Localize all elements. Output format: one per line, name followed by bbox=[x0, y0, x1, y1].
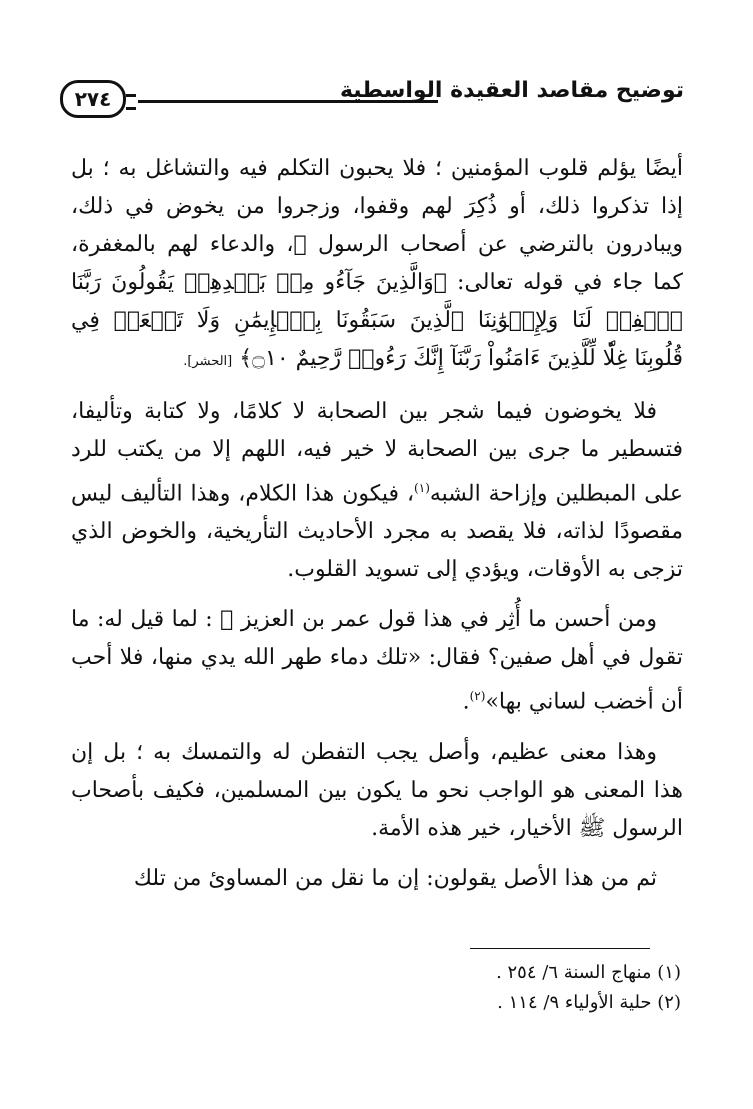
footnote-separator bbox=[470, 948, 650, 949]
header-rule bbox=[138, 100, 438, 103]
footnote-1: (١) منهاج السنة ٦/ ٢٥٤ . bbox=[496, 962, 681, 983]
page-header bbox=[60, 72, 688, 120]
book-title: توضيح مقاصد العقيدة الواسطية bbox=[339, 78, 684, 103]
paragraph-1 bbox=[71, 150, 683, 381]
paragraph-3-text: ومن أحسن ما أُثِر في هذا قول عمر بن العزيز ﷬ : لما قيل له: ما تقول في أهل صفين؟ فقال: «تلك دماء طهر الله يدي منها، فلا أحب أن أخضب لساني بها» bbox=[71, 607, 683, 715]
footnote-ref-2: (٢) bbox=[469, 689, 486, 704]
paragraph-2-text-end: ، فيكون هذا الكلام، وهذا التأليف ليس مقصودًا لذاته، فلا يقصد به مجرد الأحاديث التأريخية، والخوض الذي تزجى به الأوقات، ويؤدي إلى تسويد القلوب. bbox=[71, 481, 683, 583]
paragraph-1-text: أيضًا يؤلم قلوب المؤمنين ؛ فلا يحبون التكلم فيه والتشاغل به ؛ بل إذا تذكروا ذلك، أو ذُكِرَ لهم وقفوا، وزجروا من يخوض في ذلك، ويبادرون بالترضي عن أصحاب الرسول ﷺ، والدعاء لهم بالمغفرة، كما جاء في قوله تعالى: bbox=[71, 156, 684, 295]
paragraph-3 bbox=[71, 601, 683, 721]
footnote-ref-1: (١) bbox=[414, 481, 430, 495]
paragraph-5: ثم من هذا الأصل يقولون: إن ما نقل من المساوئ من تلك bbox=[133, 865, 657, 891]
paragraph-4: وهذا معنى عظيم، وأصل يجب التفطن له والتمسك به ؛ بل إن هذا المعنى هو الواجب نحو ما يكون بين المسلمين، فكيف بأصحاب الرسول ﷺ الأخيار، خير هذه الأمة. bbox=[71, 739, 683, 841]
footnotes bbox=[381, 958, 681, 1018]
verse-reference: [الحشر]. bbox=[183, 354, 233, 369]
paragraph-3-text-end: . bbox=[462, 689, 470, 715]
badge-ornament bbox=[126, 94, 136, 110]
footnote-2: (٢) حلية الأولياء ٩/ ١١٤ . bbox=[497, 992, 681, 1013]
quran-verse: ﴿وَالَّذِينَ جَآءُو مِنۢ بَعۡدِهِمۡ يَقُولُونَ رَبَّنَا ٱغۡفِرۡ لَنَا وَلِإِخۡوَٰنِنَا ٱلَّذِينَ سَبَقُونَا بِٱلۡإِيمَٰنِ وَلَا تَجۡعَلۡ فِي قُلُوبِنَا غِلّٗا لِّلَّذِينَ ءَامَنُواْ رَبَّنَآ إِنَّكَ رَءُوفٞ رَّحِيمٌ ۝١٠﴾ bbox=[71, 270, 683, 371]
paragraph-2-text: فلا يخوضون فيما شجر بين الصحابة لا كلامًا، ولا كتابة وتأليفا، فتسطير ما جرى بين الصحابة لا خير فيه، اللهم إلا من يكتب للرد على المبطلين وإزاحة الشبه bbox=[71, 399, 683, 507]
paragraph-2 bbox=[71, 393, 683, 589]
page-number: ٢٧٤ bbox=[60, 80, 126, 118]
page-body bbox=[71, 150, 683, 910]
